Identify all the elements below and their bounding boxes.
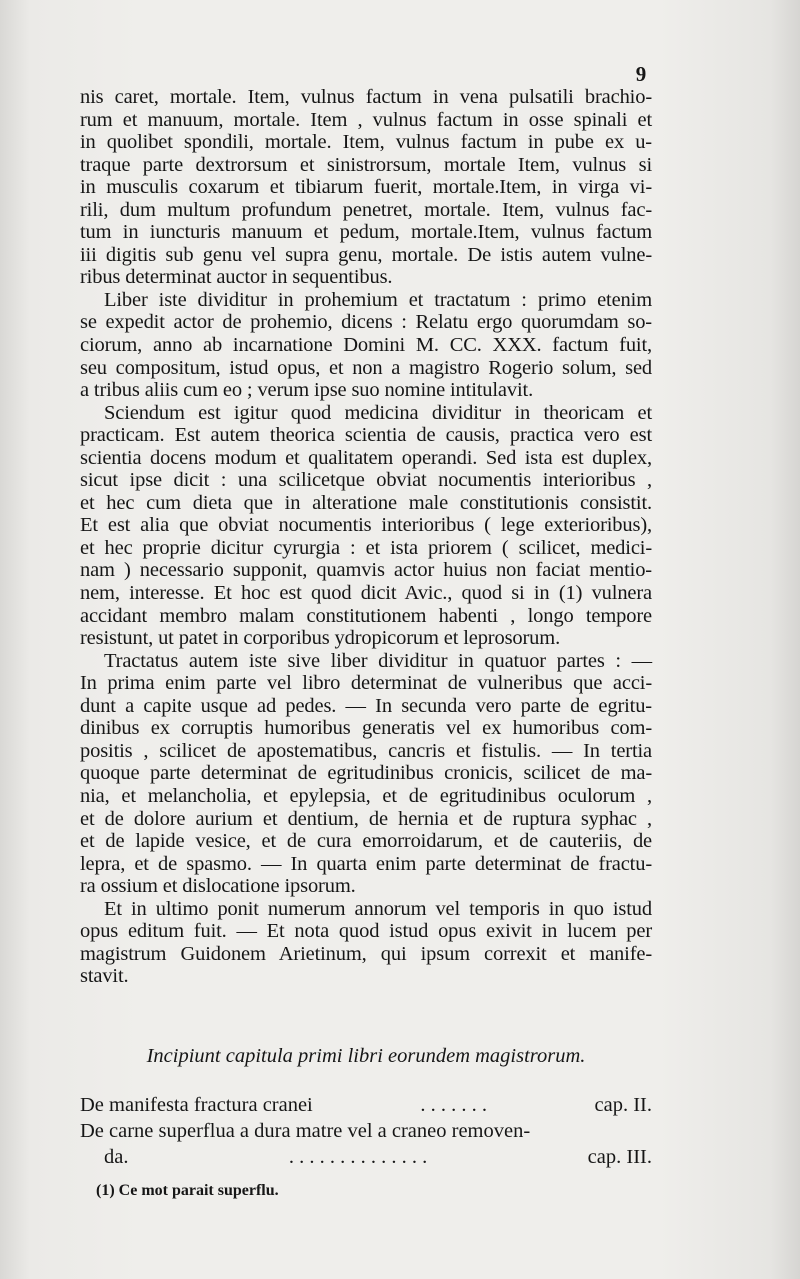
text-line: et de lapide vesice, et de cura emorroidarum, et de cauteriis, de xyxy=(80,830,652,853)
footnote: (1) Ce mot parait superflu. xyxy=(96,1182,279,1199)
text-line: Tractatus autem iste sive liber dividitur in quatuor partes : — xyxy=(104,649,652,672)
paragraph-1 xyxy=(80,86,652,289)
text-line: se expedit actor de prohemio, dicens : Relatu ergo quorumdam so- xyxy=(80,311,652,334)
body-text xyxy=(80,86,652,988)
toc-entry xyxy=(80,1118,652,1144)
text-line: dunt a capite usque ad pedes. — In secunda vero parte de egritu- xyxy=(80,694,652,717)
text-line: Et est alia que obviat nocumentis interioribus ( lege exterioribus), xyxy=(80,514,652,537)
toc-entry-title: De manifesta fractura cranei xyxy=(80,1094,313,1116)
text-line: rili, dum multum profundum penetret, mortale. Item, vulnus fac- xyxy=(80,198,652,221)
text-line: lepra, et de spasmo. — In quarta enim parte determinat de fractu- xyxy=(80,852,652,875)
toc-entry-leader: . . . . . . . . . . . . . . xyxy=(288,1146,428,1168)
table-of-contents xyxy=(80,1092,652,1170)
text-line: accidant membro malam constitutionem habenti , longo tempore xyxy=(80,604,652,627)
text-line: Sciendum est igitur quod medicina dividitur in theoricam et xyxy=(104,401,652,424)
text-line: In prima enim parte vel libro determinat de vulneribus que acci- xyxy=(80,672,652,695)
toc-entry-ref: cap. III. xyxy=(587,1146,652,1168)
text-line: Liber iste dividitur in prohemium et tractatum : primo etenim xyxy=(104,288,652,311)
text-line: opus editum fuit. — Et nota quod istud opus exivit in lucem per xyxy=(80,920,652,943)
text-line: Et in ultimo ponit numerum annorum vel temporis in quo istud xyxy=(104,897,652,920)
text-line: in musculis coxarum et tibiarum fuerit, mortale.Item, in virga vi- xyxy=(80,176,652,199)
text-line: traque parte dextrorsum et sinistrorsum, mortale Item, vulnus si xyxy=(80,153,652,176)
text-line: magistrum Guidonem Arietinum, qui ipsum correxit et manife- xyxy=(80,942,652,965)
paragraph-4 xyxy=(80,650,652,898)
text-line: tum in iuncturis manuum et pedum, mortale.Item, vulnus factum xyxy=(80,221,652,244)
text-line: et de dolore aurium et dentium, de hernia et de ruptura syphac , xyxy=(80,807,652,830)
paragraph-3 xyxy=(80,402,652,650)
text-line: nam ) necessario supponit, quamvis actor huius non faciat mentio- xyxy=(80,559,652,582)
toc-entry xyxy=(80,1092,652,1118)
text-line: scientia docens modum et qualitatem operandi. Sed ista est duplex, xyxy=(80,446,652,469)
text-line: stavit. xyxy=(80,965,129,988)
toc-heading: Incipiunt capitula primi libri eorundem magistrorum. xyxy=(146,1045,586,1067)
toc-entry-ref: cap. II. xyxy=(594,1094,652,1116)
text-line: nia, et melancholia, et epylepsia, et de egritudinibus oculorum , xyxy=(80,784,652,807)
text-line: sicut ipse dicit : una scilicetque obviat nocumentis interioribus , xyxy=(80,469,652,492)
text-line: resistunt, ut patet in corporibus ydropicorum et leprosorum. xyxy=(80,627,561,650)
text-line: a tribus aliis cum eo ; verum ipse suo nomine intitulavit. xyxy=(80,379,534,402)
toc-entry-leader: . . . . . . . xyxy=(420,1094,487,1116)
toc-entry-title: De carne superflua a dura matre vel a craneo removen- xyxy=(80,1120,531,1142)
text-line: quoque parte determinat de egritudinibus cronicis, scilicet de ma- xyxy=(80,762,652,785)
text-line: dinibus ex corruptis humoribus generatis vel ex humoribus com- xyxy=(80,717,652,740)
text-line: nem, interesse. Et hoc est quod dicit Avic., quod si in (1) vulnera xyxy=(80,582,652,605)
text-line: practicam. Est autem theorica scientia de causis, practica vero est xyxy=(80,424,652,447)
text-line: rum et manuum, mortale. Item , vulnus factum in osse spinali et xyxy=(80,108,652,131)
toc-entry xyxy=(80,1144,652,1170)
text-line: in quolibet spondili, mortale. Item, vulnus factum in pube ex u- xyxy=(80,131,652,154)
text-line: ribus determinat auctor in sequentibus. xyxy=(80,266,393,289)
text-line: seu compositum, istud opus, et non a magistro Rogerio solum, sed xyxy=(80,356,652,379)
paragraph-5 xyxy=(80,898,652,988)
text-line: ciorum, anno ab incarnatione Domini M. CC. XXX. factum fuit, xyxy=(80,334,652,357)
text-line: et hec cum dieta que in alteratione male constitutionis consistit. xyxy=(80,491,652,514)
text-line: iii digitis sub genu vel supra genu, mortale. De istis autem vulne- xyxy=(80,243,652,266)
toc-entry-title: da. xyxy=(104,1146,129,1168)
text-line: ra ossium et dislocatione ipsorum. xyxy=(80,875,356,898)
paragraph-2 xyxy=(80,289,652,402)
page-number: 9 xyxy=(635,62,647,86)
text-line: positis , scilicet de apostematibus, cancris et fistulis. — In tertia xyxy=(80,739,652,762)
text-line: et hec proprie dicitur cyrurgia : et ista priorem ( scilicet, medici- xyxy=(80,536,652,559)
text-line: nis caret, mortale. Item, vulnus factum in vena pulsatili brachio- xyxy=(80,86,652,108)
